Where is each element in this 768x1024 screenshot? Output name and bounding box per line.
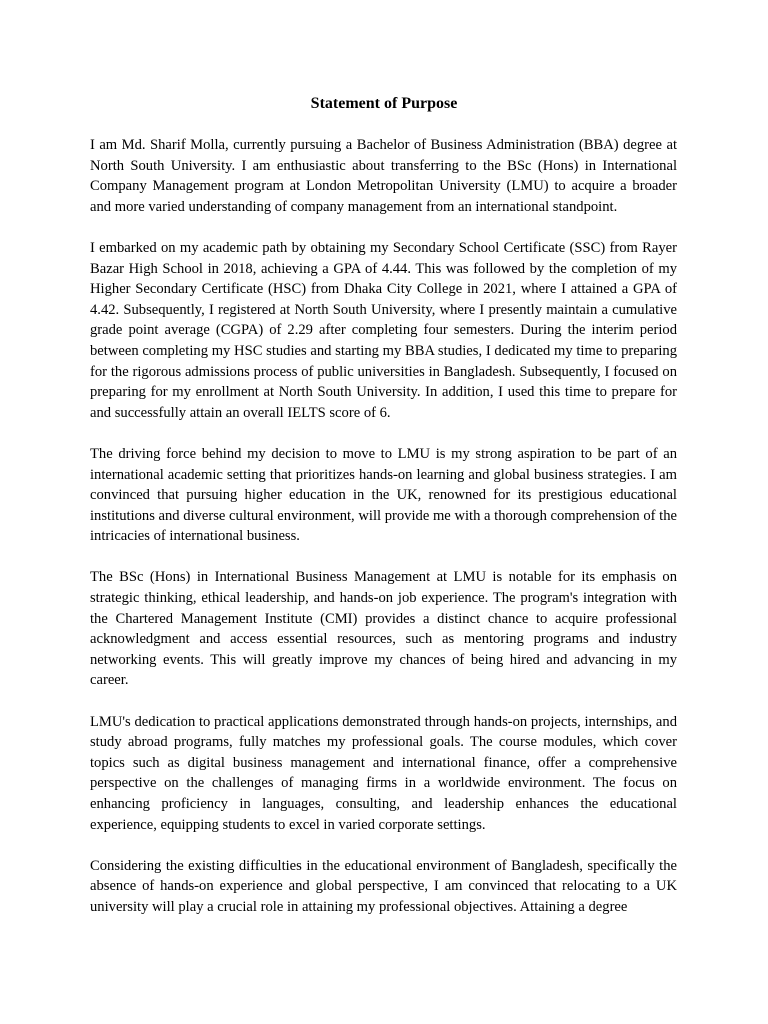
paragraph-program-features: The BSc (Hons) in International Business Management at LMU is notable for its emphasis on strategic thinking, ethical leadership, and hands-on job experience. The program's integration with the Chartered Management Institute (CMI) provides a distinct chance to acquire professional acknowledgment and access essential resources, such as mentoring programs and industry networking events. This will greatly improve my chances of being hired and advancing in my career. [90,569,677,689]
paragraph-academic-background: I embarked on my academic path by obtaining my Secondary School Certificate (SSC) from Rayer Bazar High School in 2018, achieving a GPA of 4.44. This was followed by the completion of my Higher Secondary Certificate (HSC) from Dhaka City College in 2021, where I attained a GPA of 4.42. Subsequently, I registered at North South University, where I presently maintain a cumulative grade point average (CGPA) of 2.29 after completing four semesters. During the interim period between completing my HSC studies and starting my BBA studies, I dedicated my time to preparing for the rigorous admissions process of public universities in Bangladesh. Subsequently, I focused on preparing for my enrollment at North South University. In addition, I used this time to prepare for and successfully attain an overall IELTS score of 6. [90,239,677,421]
paragraph-introduction: I am Md. Sharif Molla, currently pursuing a Bachelor of Business Administration (BBA) degree at North South University. I am enthusiastic about transferring to the BSc (Hons) in International Company Management program at London Metropolitan University (LMU) to acquire a broader and more varied understanding of company management from an international standpoint. [90,137,677,215]
paragraph-motivation: The driving force behind my decision to move to LMU is my strong aspiration to be part of an international academic setting that prioritizes hands-on learning and global business strategies. I am convinced that pursuing higher education in the UK, renowned for its prestigious educational institutions and diverse cultural environment, will provide me with a thorough comprehension of the intricacies of international business. [90,445,677,545]
document-body [90,135,677,938]
paragraph-career-goals: Considering the existing difficulties in the educational environment of Bangladesh, specifically the absence of hands-on experience and global perspective, I am convinced that relocating to a UK university will play a crucial role in attaining my professional objectives. Attaining a degree [90,857,677,915]
paragraph-practical-applications: LMU's dedication to practical applications demonstrated through hands-on projects, internships, and study abroad programs, fully matches my professional goals. The course modules, which cover topics such as digital business management and international finance, offer a comprehensive perspective on the challenges of managing firms in a worldwide environment. The focus on enhancing proficiency in languages, consulting, and leadership enhances the educational experience, equipping students to excel in varied corporate settings. [90,713,677,833]
document-title: Statement of Purpose [310,95,458,112]
